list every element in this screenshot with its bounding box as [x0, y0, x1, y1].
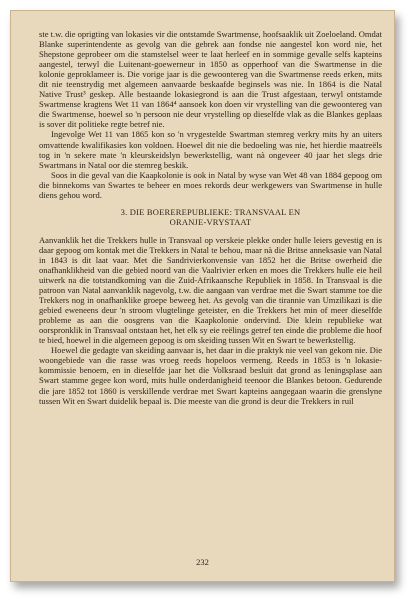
- section-heading: [39, 207, 382, 228]
- body-text: [39, 29, 382, 406]
- book-page: [10, 10, 395, 582]
- section-heading-line: ORANJE-VRYSTAAT: [169, 217, 252, 228]
- paragraph: ste t.w. die oprigting van lokasies vir die ontstamde Swartmense, hoofsaaklik uit Zoeloeland. Omdat Blanke superintendente as gevolg van die gebrek aan fondse nie aangestel kon word nie, het Shepstone geprobeer om die stamstelsel weer te laat herleef en in sommige gevalle selfs kapteins aangestel, terwyl die Luitenant-goewerneur in 1850 as opperhoof van die Swartmense in die kolonie geproklameer is. Die vorige jaar is die gewoontereg van die Swartmense reeds erken, mits dit nie teenstrydig met algemeen aanvaarde beskaafde beginsels was nie. In 1864 is die Natal Native Trust³ geskep. Alle bestaande lokasiegrond is aan die Trust afgestaan, terwyl ontstamde Swartmense kragtens Wet 11 van 1864⁴ aansoek kon doen vir vrystelling van die gewoontereg van die Swartmense, hoewel so 'n persoon nie deur vrystelling op dieselfde vlak as die Blankes geplaas is sover dit politieke regte betref nie.: [39, 29, 382, 130]
- paragraph: Aanvanklik het die Trekkers hulle in Transvaal op verskeie plekke onder hulle leiers gevestig en is daar gepoog om kontak met die Trekkers in Natal te behou, maar nà die Britse anneksasie van Natal in 1843 is dit laat vaar. Met die Sandrivierkonvensie van 1852 het die Britse owerheid die onafhanklikheid van die gebied noord van die Vaalrivier erken en moes die Trekkers hulle eie heil uitwerk na die totstandkoming van die Zuid-Afrikaansche Republiek in 1858. In Transvaal is die patroon van Natal aanvanklik nagevolg, t.w. die aangaan van verdrae met die Swart stamme toe die Trekkers nog in onafhanklike groepe beweeg het. As gevolg van die tirannie van Umzilikazi is die gebied eweneens deur 'n stroom vlugtelinge geteister, en die Trekkers het min of meer dieselfde probleme as aan die oosgrens van die Kaapkolonie ondervind. Die klein republieke wat oorspronklik in Transvaal ontstaan het, het elk sy eie reëlings getref ten einde die probleme die hoof te bied, hoewel in die algemeen gepoog is om skeiding tussen Wit en Swart te bewerkstellig.: [39, 234, 382, 346]
- paragraph: Ingevolge Wet 11 van 1865 kon so 'n vrygestelde Swartman stemreg verkry mits hy an uiters omvattende kwalifikasies kon voldoen. Hoewel dit nie die bedoeling was nie, het hierdie maatreëls tog in 'n sekere mate 'n kleurskeidslyn bewerkstellig, want nà ongeveer 40 jaar het slegs drie Swartmans in Natal oor die stemreg beskik.: [39, 129, 382, 170]
- section-heading-line: 3. DIE BOEREREPUBLIEKE: TRANSVAAL EN: [120, 206, 301, 217]
- paragraph: Hoewel die gedagte van skeiding aanvaar is, het daar in die praktyk nie veel van gekom nie. Die woongebiede van die rasse was vroeg reeds hopeloos vermeng. Reeds in 1853 is 'n lokasie-kommissie benoem, en in dieselfde jaar het die Volksraad besluit dat grond as leningsplase aan Swart stamme gegee kon word, mits hulle onderdanigheid teenoor die Blankes betoon. Gedurende die jare 1852 tot 1860 is verskillende verdrae met Swart kapteins aangegaan waarin die grenslyne tussen Wit en Swart duidelik bepaal is. Die meeste van die grond is deur die Trekkers in ruil: [39, 345, 382, 406]
- page-number: 232: [196, 557, 209, 567]
- paragraph: Soos in die geval van die Kaapkolonie is ook in Natal by wyse van Wet 48 van 1884 gepoog om die binnekoms van Swartes te beheer en moes rekords deur werkgewers van Swartmense in hulle diens gehou word.: [39, 169, 382, 200]
